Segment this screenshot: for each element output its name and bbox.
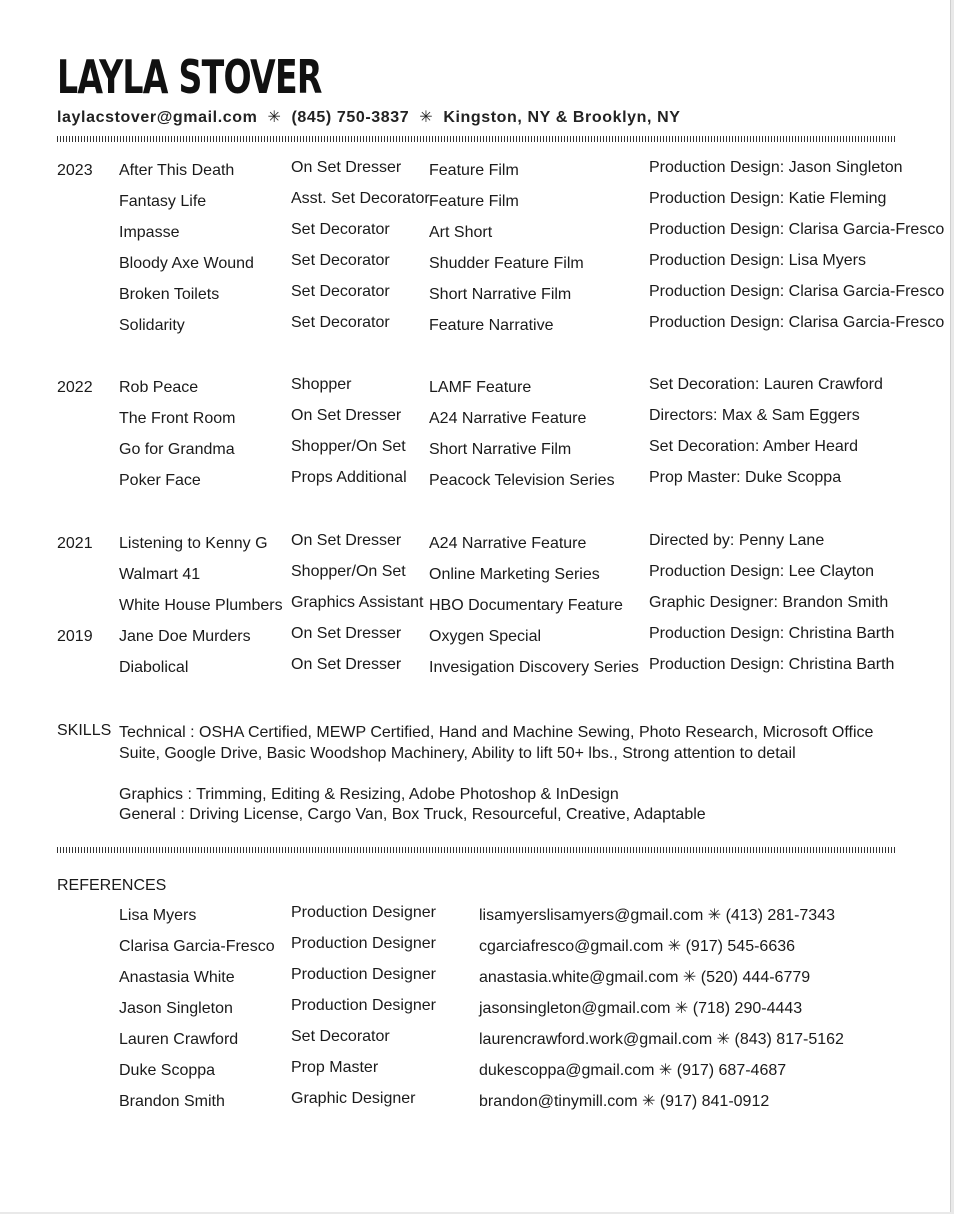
reference-role: Production Designer (291, 997, 436, 1014)
credit-credit: Production Design: Jason Singleton (649, 159, 903, 176)
credit-credit: Graphic Designer: Brandon Smith (649, 594, 889, 611)
reference-name: Lisa Myers (119, 907, 197, 924)
reference-contact[interactable]: anastasia.white@gmail.com ✳ (520) 444-6779 (479, 969, 811, 986)
credit-credit: Production Design: Clarisa Garcia-Fresco (649, 221, 945, 238)
credit-credit: Production Design: Christina Barth (649, 625, 895, 642)
reference-name: Jason Singleton (119, 1000, 233, 1017)
reference-contact[interactable]: cgarciafresco@gmail.com ✳ (917) 545-6636 (479, 938, 796, 955)
credit-role: Shopper/On Set (291, 438, 406, 455)
credit-credit: Production Design: Katie Fleming (649, 190, 887, 207)
credit-title: Rob Peace (119, 379, 199, 396)
credit-year: 2021 (57, 535, 93, 552)
credit-role: Set Decorator (291, 283, 390, 300)
credit-title: Solidarity (119, 317, 185, 334)
reference-name: Brandon Smith (119, 1093, 225, 1110)
separator-icon: ✳ (267, 109, 282, 126)
credit-role: Shopper (291, 376, 352, 393)
credit-type: Shudder Feature Film (429, 255, 584, 272)
credit-role: On Set Dresser (291, 532, 402, 549)
reference-name: Clarisa Garcia-Fresco (119, 938, 275, 955)
reference-role: Set Decorator (291, 1028, 390, 1045)
credit-title: Broken Toilets (119, 286, 220, 303)
credit-credit: Directed by: Penny Lane (649, 532, 825, 549)
credit-role: Set Decorator (291, 252, 390, 269)
top-divider (57, 136, 896, 142)
credit-credit: Set Decoration: Amber Heard (649, 438, 858, 455)
credit-role: Set Decorator (291, 221, 390, 238)
credit-type: Short Narrative Film (429, 441, 572, 458)
credit-credit: Production Design: Lisa Myers (649, 252, 866, 269)
reference-role: Production Designer (291, 935, 436, 952)
skills-general: General : Driving License, Cargo Van, Box Truck, Resourceful, Creative, Adaptable (119, 806, 706, 823)
credit-type: Peacock Television Series (429, 472, 615, 489)
reference-contact[interactable]: brandon@tinymill.com ✳ (917) 841-0912 (479, 1093, 770, 1110)
reference-role: Prop Master (291, 1059, 379, 1076)
reference-name: Lauren Crawford (119, 1031, 239, 1048)
credit-type: Oxygen Special (429, 628, 542, 645)
credit-title: Walmart 41 (119, 566, 201, 583)
credit-role: On Set Dresser (291, 159, 402, 176)
credit-role: Asst. Set Decorator (291, 190, 430, 207)
credit-title: After This Death (119, 162, 235, 179)
reference-role: Production Designer (291, 966, 436, 983)
credit-title: White House Plumbers (119, 597, 283, 614)
credit-type: Online Marketing Series (429, 566, 600, 583)
reference-role: Graphic Designer (291, 1090, 416, 1107)
skills-graphics: Graphics : Trimming, Editing & Resizing, Adobe Photoshop & InDesign (119, 786, 619, 803)
contact-phone: (845) 750-3837 (291, 109, 410, 126)
contact-email[interactable]: laylacstover@gmail.com (57, 109, 258, 126)
credit-year: 2023 (57, 162, 93, 179)
contact-line (57, 107, 681, 127)
reference-name: Anastasia White (119, 969, 235, 986)
credit-type: Short Narrative Film (429, 286, 572, 303)
credit-title: Bloody Axe Wound (119, 255, 254, 272)
credit-type: Feature Film (429, 162, 519, 179)
credit-role: Props Additional (291, 469, 407, 486)
credit-year: 2019 (57, 628, 93, 645)
credit-title: Fantasy Life (119, 193, 207, 210)
credit-credit: Set Decoration: Lauren Crawford (649, 376, 883, 393)
reference-contact[interactable]: jasonsingleton@gmail.com ✳ (718) 290-4443 (479, 1000, 803, 1017)
reference-contact[interactable]: laurencrawford.work@gmail.com ✳ (843) 817-5162 (479, 1031, 844, 1048)
credit-role: On Set Dresser (291, 407, 402, 424)
credit-title: Jane Doe Murders (119, 628, 251, 645)
credit-type: A24 Narrative Feature (429, 410, 587, 427)
credit-title: Impasse (119, 224, 180, 241)
credit-type: LAMF Feature (429, 379, 532, 396)
reference-contact[interactable]: lisamyerslisamyers@gmail.com ✳ (413) 281-7343 (479, 907, 835, 924)
credit-role: On Set Dresser (291, 656, 402, 673)
credit-credit: Production Design: Clarisa Garcia-Fresco (649, 314, 945, 331)
credit-role: Graphics Assistant (291, 594, 424, 611)
credit-title: The Front Room (119, 410, 236, 427)
credit-title: Go for Grandma (119, 441, 235, 458)
credit-type: HBO Documentary Feature (429, 597, 623, 614)
contact-location: Kingston, NY & Brooklyn, NY (443, 109, 681, 126)
reference-contact[interactable]: dukescoppa@gmail.com ✳ (917) 687-4687 (479, 1062, 787, 1079)
credit-title: Diabolical (119, 659, 189, 676)
credit-year: 2022 (57, 379, 93, 396)
credit-credit: Production Design: Clarisa Garcia-Fresco (649, 283, 945, 300)
credit-type: Invesigation Discovery Series (429, 659, 639, 676)
credit-type: Feature Film (429, 193, 519, 210)
credit-title: Listening to Kenny G (119, 535, 268, 552)
credit-credit: Production Design: Lee Clayton (649, 563, 875, 580)
credit-role: Shopper/On Set (291, 563, 406, 580)
credit-role: Set Decorator (291, 314, 390, 331)
credit-role: On Set Dresser (291, 625, 402, 642)
credit-credit: Prop Master: Duke Scoppa (649, 469, 842, 486)
reference-role: Production Designer (291, 904, 436, 921)
credit-type: A24 Narrative Feature (429, 535, 587, 552)
credit-credit: Directors: Max & Sam Eggers (649, 407, 860, 424)
credit-type: Art Short (429, 224, 493, 241)
credit-credit: Production Design: Christina Barth (649, 656, 895, 673)
reference-name: Duke Scoppa (119, 1062, 216, 1079)
skills-label: SKILLS (57, 722, 112, 739)
credit-type: Feature Narrative (429, 317, 554, 334)
resume-name: LAYLA STOVER (57, 50, 322, 104)
credit-title: Poker Face (119, 472, 201, 489)
separator-icon: ✳ (419, 109, 434, 126)
skills-technical: Technical : OSHA Certified, MEWP Certified, Hand and Machine Sewing, Photo Research, Microsoft Office Suite, Google Drive, Basic Woodshop Machinery, Ability to lift 50+ lbs., Strong attention to detail (119, 724, 874, 762)
bottom-divider (57, 847, 896, 853)
references-heading: REFERENCES (57, 877, 167, 894)
